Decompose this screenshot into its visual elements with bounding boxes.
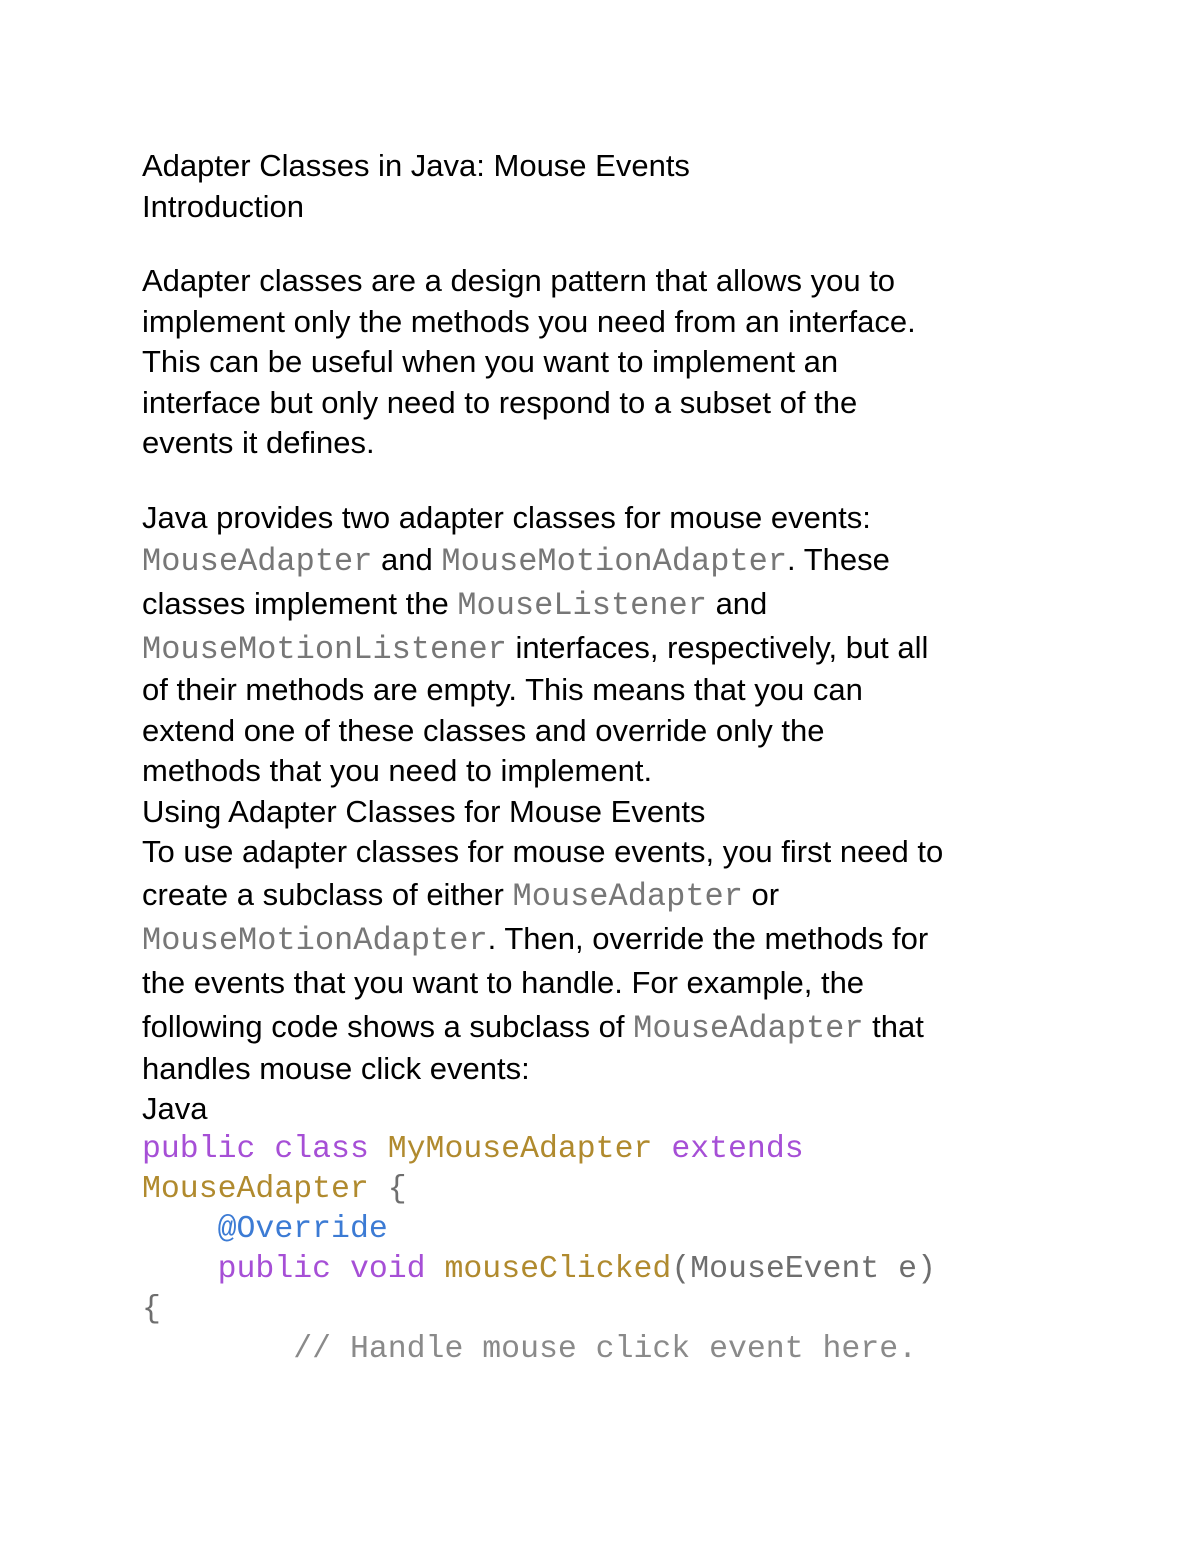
code-language-label: Java: [142, 1091, 208, 1126]
paragraph-line: events it defines.: [142, 425, 375, 460]
code-line: // Handle mouse click event here.: [293, 1331, 918, 1367]
code-line: MouseAdapter {: [142, 1171, 407, 1207]
document-page: [142, 146, 1072, 1370]
code-line: @Override: [217, 1211, 388, 1247]
paragraph-usage: [142, 832, 1072, 1089]
paragraph-line: interface but only need to respond to a subset of the: [142, 384, 858, 420]
inline-code: MouseAdapter: [512, 877, 743, 915]
spacer: [142, 464, 1072, 498]
document-title: Adapter Classes in Java: Mouse Events: [142, 148, 690, 183]
paragraph-line: MouseMotionAdapter. Then, override the methods for: [142, 920, 929, 959]
paragraph-line: of their methods are empty. This means that you can: [142, 672, 863, 707]
section-heading-introduction: Introduction: [142, 188, 304, 224]
paragraph-line: handles mouse click events:: [142, 1050, 530, 1086]
code-line: public void mouseClicked(MouseEvent e): [217, 1251, 936, 1287]
inline-code: MouseMotionAdapter: [441, 543, 788, 580]
paragraph-line: Java provides two adapter classes for mouse events:: [142, 499, 871, 535]
paragraph-line: create a subclass of either MouseAdapter or: [142, 876, 780, 915]
paragraph-line: This can be useful when you want to implement an: [142, 344, 839, 379]
paragraph-line: extend one of these classes and override only the: [142, 712, 825, 748]
paragraph-adapters: [142, 498, 1072, 792]
inline-code: MouseAdapter: [633, 1009, 864, 1047]
inline-code: MouseListener: [457, 587, 707, 624]
paragraph-line: the events that you want to handle. For example, the: [142, 964, 865, 1000]
code-line: public class MyMouseAdapter extends: [142, 1131, 804, 1167]
inline-code: MouseMotionAdapter: [142, 921, 488, 959]
code-block: [142, 1130, 1072, 1370]
code-line: {: [142, 1291, 161, 1327]
paragraph-line: implement only the methods you need from an interface.: [142, 303, 916, 339]
paragraph-line: classes implement the MouseListener and: [142, 586, 768, 624]
paragraph-line: MouseAdapter and MouseMotionAdapter. These: [142, 542, 890, 580]
spacer: [142, 227, 1072, 261]
section-heading-using: Using Adapter Classes for Mouse Events: [142, 793, 706, 829]
paragraph-line: Adapter classes are a design pattern that allows you to: [142, 263, 896, 298]
inline-code: MouseAdapter: [142, 543, 373, 580]
paragraph-line: following code shows a subclass of MouseAdapter that: [142, 1008, 924, 1047]
inline-code: MouseMotionListener: [142, 631, 507, 668]
paragraph-line: methods that you need to implement.: [142, 753, 653, 788]
paragraph-line: To use adapter classes for mouse events, you first need to: [142, 834, 944, 869]
paragraph-line: MouseMotionListener interfaces, respectively, but all: [142, 630, 929, 668]
paragraph-intro: [142, 261, 1072, 464]
